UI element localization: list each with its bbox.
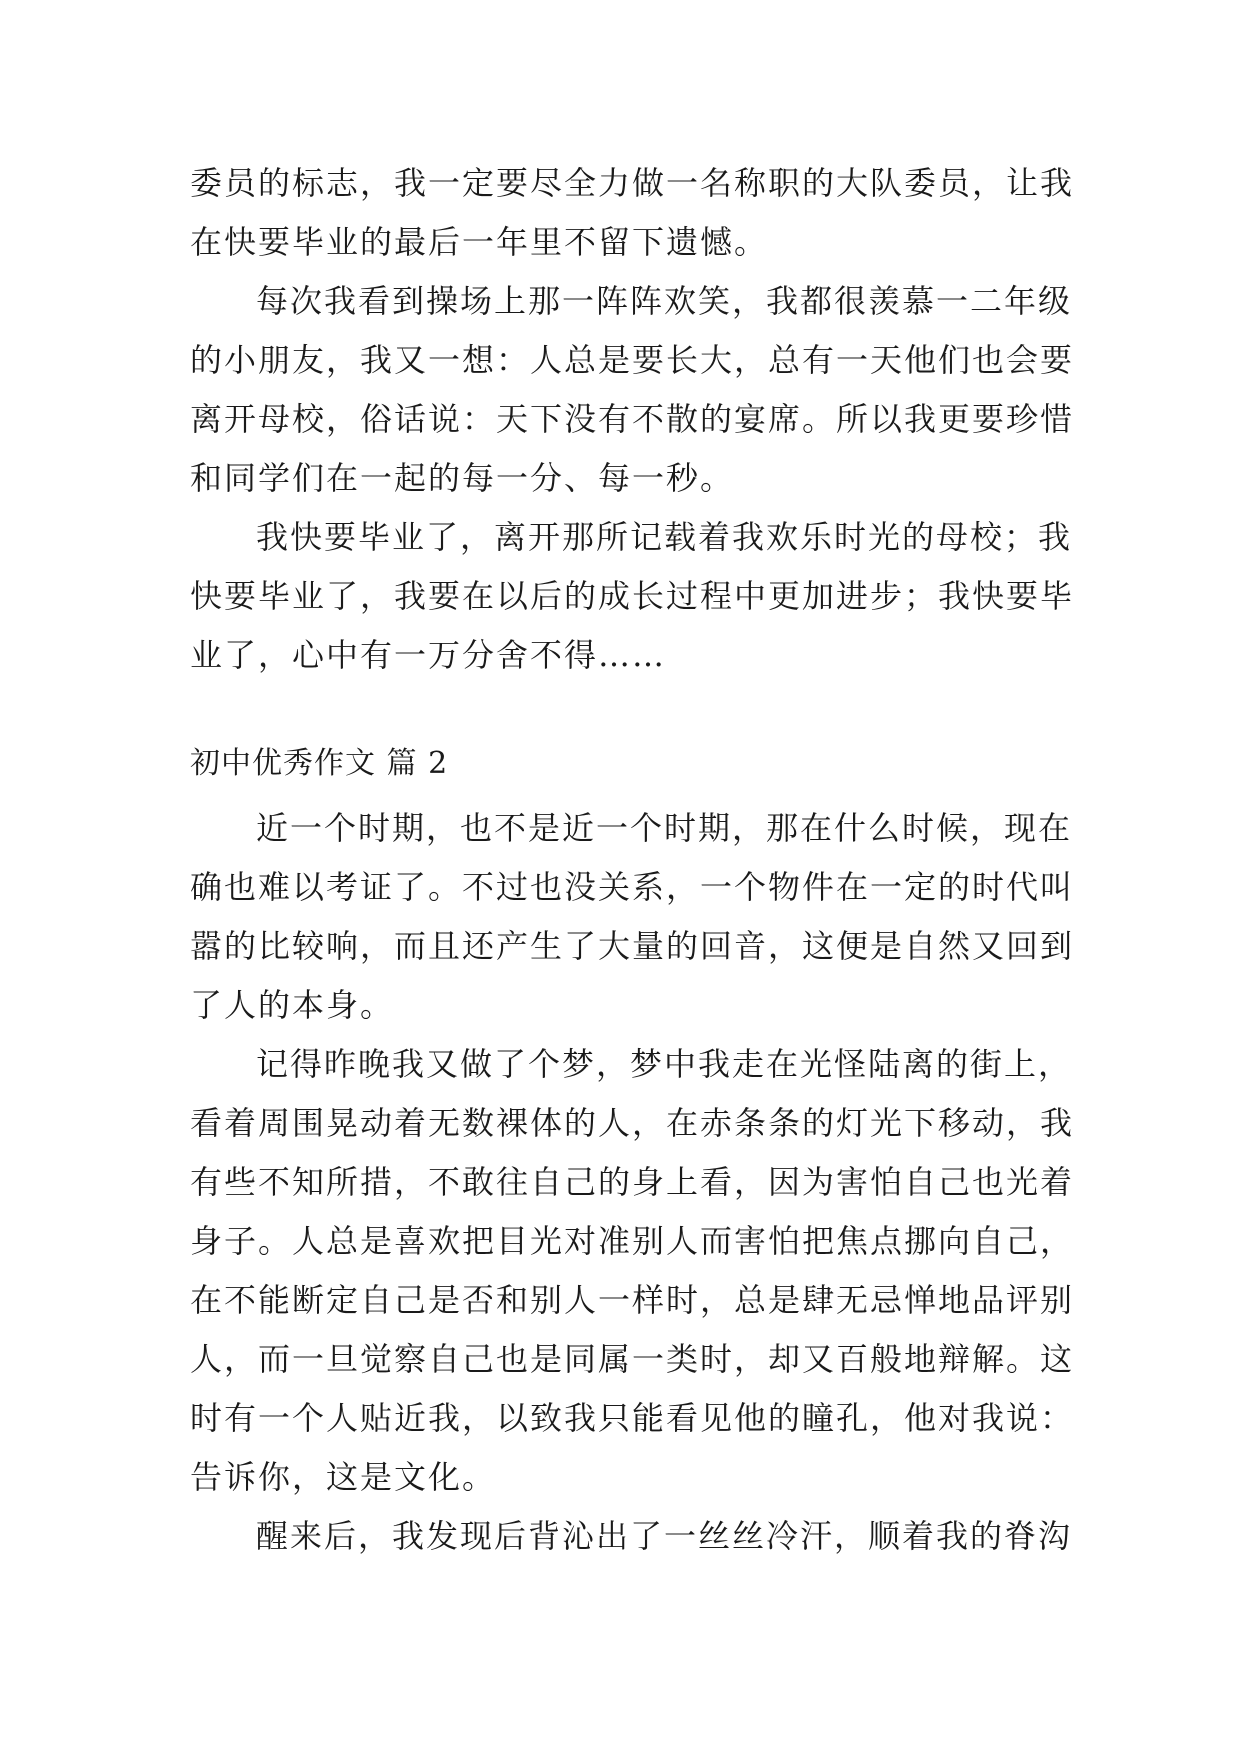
text-line: 和同学们在一起的每一分、每一秒。	[190, 459, 735, 497]
text-line: 了人的本身。	[190, 986, 395, 1024]
section-heading: 初中优秀作文 篇 2	[190, 746, 449, 781]
text-line: 业了，心中有一万分舍不得……	[190, 636, 667, 674]
text-line: 在快要毕业的最后一年里不留下遗憾。	[190, 223, 769, 261]
essay-body-part1	[190, 154, 1075, 685]
text-line: 看着周围晃动着无数裸体的人，在赤条条的灯光下移动，我	[190, 1104, 1075, 1142]
text-line: 在不能断定自己是否和别人一样时，总是肆无忌惮地品评别	[190, 1281, 1075, 1319]
text-line: 嚣的比较响，而且还产生了大量的回音，这便是自然又回到	[190, 927, 1075, 965]
paragraph-start-line: 记得昨晚我又做了个梦，梦中我走在光怪陆离的街上，	[256, 1045, 1073, 1083]
text-line: 有些不知所措，不敢往自己的身上看，因为害怕自己也光着	[190, 1163, 1075, 1201]
text-line: 身子。人总是喜欢把目光对准别人而害怕把焦点挪向自己，	[190, 1222, 1075, 1260]
paragraph-start-line: 我快要毕业了，离开那所记载着我欢乐时光的母校；我	[256, 518, 1073, 556]
text-line: 告诉你，这是文化。	[190, 1458, 497, 1496]
text-line: 快要毕业了，我要在以后的成长过程中更加进步；我快要毕	[190, 577, 1075, 615]
text-line: 离开母校，俗话说：天下没有不散的宴席。所以我更要珍惜	[190, 400, 1075, 438]
text-line: 人，而一旦觉察自己也是同属一类时，却又百般地辩解。这	[190, 1340, 1075, 1378]
text-line: 委员的标志，我一定要尽全力做一名称职的大队委员，让我	[190, 164, 1075, 202]
paragraph-start-line: 近一个时期，也不是近一个时期，那在什么时候，现在	[256, 809, 1073, 847]
essay-body-part2	[190, 799, 1075, 1566]
text-line: 确也难以考证了。不过也没关系，一个物件在一定的时代叫	[190, 868, 1075, 906]
text-line: 时有一个人贴近我，以致我只能看见他的瞳孔，他对我说：	[190, 1399, 1075, 1437]
text-line: 的小朋友，我又一想：人总是要长大，总有一天他们也会要	[190, 341, 1075, 379]
paragraph-start-line: 醒来后，我发现后背沁出了一丝丝冷汗，顺着我的脊沟	[256, 1517, 1073, 1555]
paragraph-start-line: 每次我看到操场上那一阵阵欢笑，我都很羡慕一二年级	[256, 282, 1073, 320]
